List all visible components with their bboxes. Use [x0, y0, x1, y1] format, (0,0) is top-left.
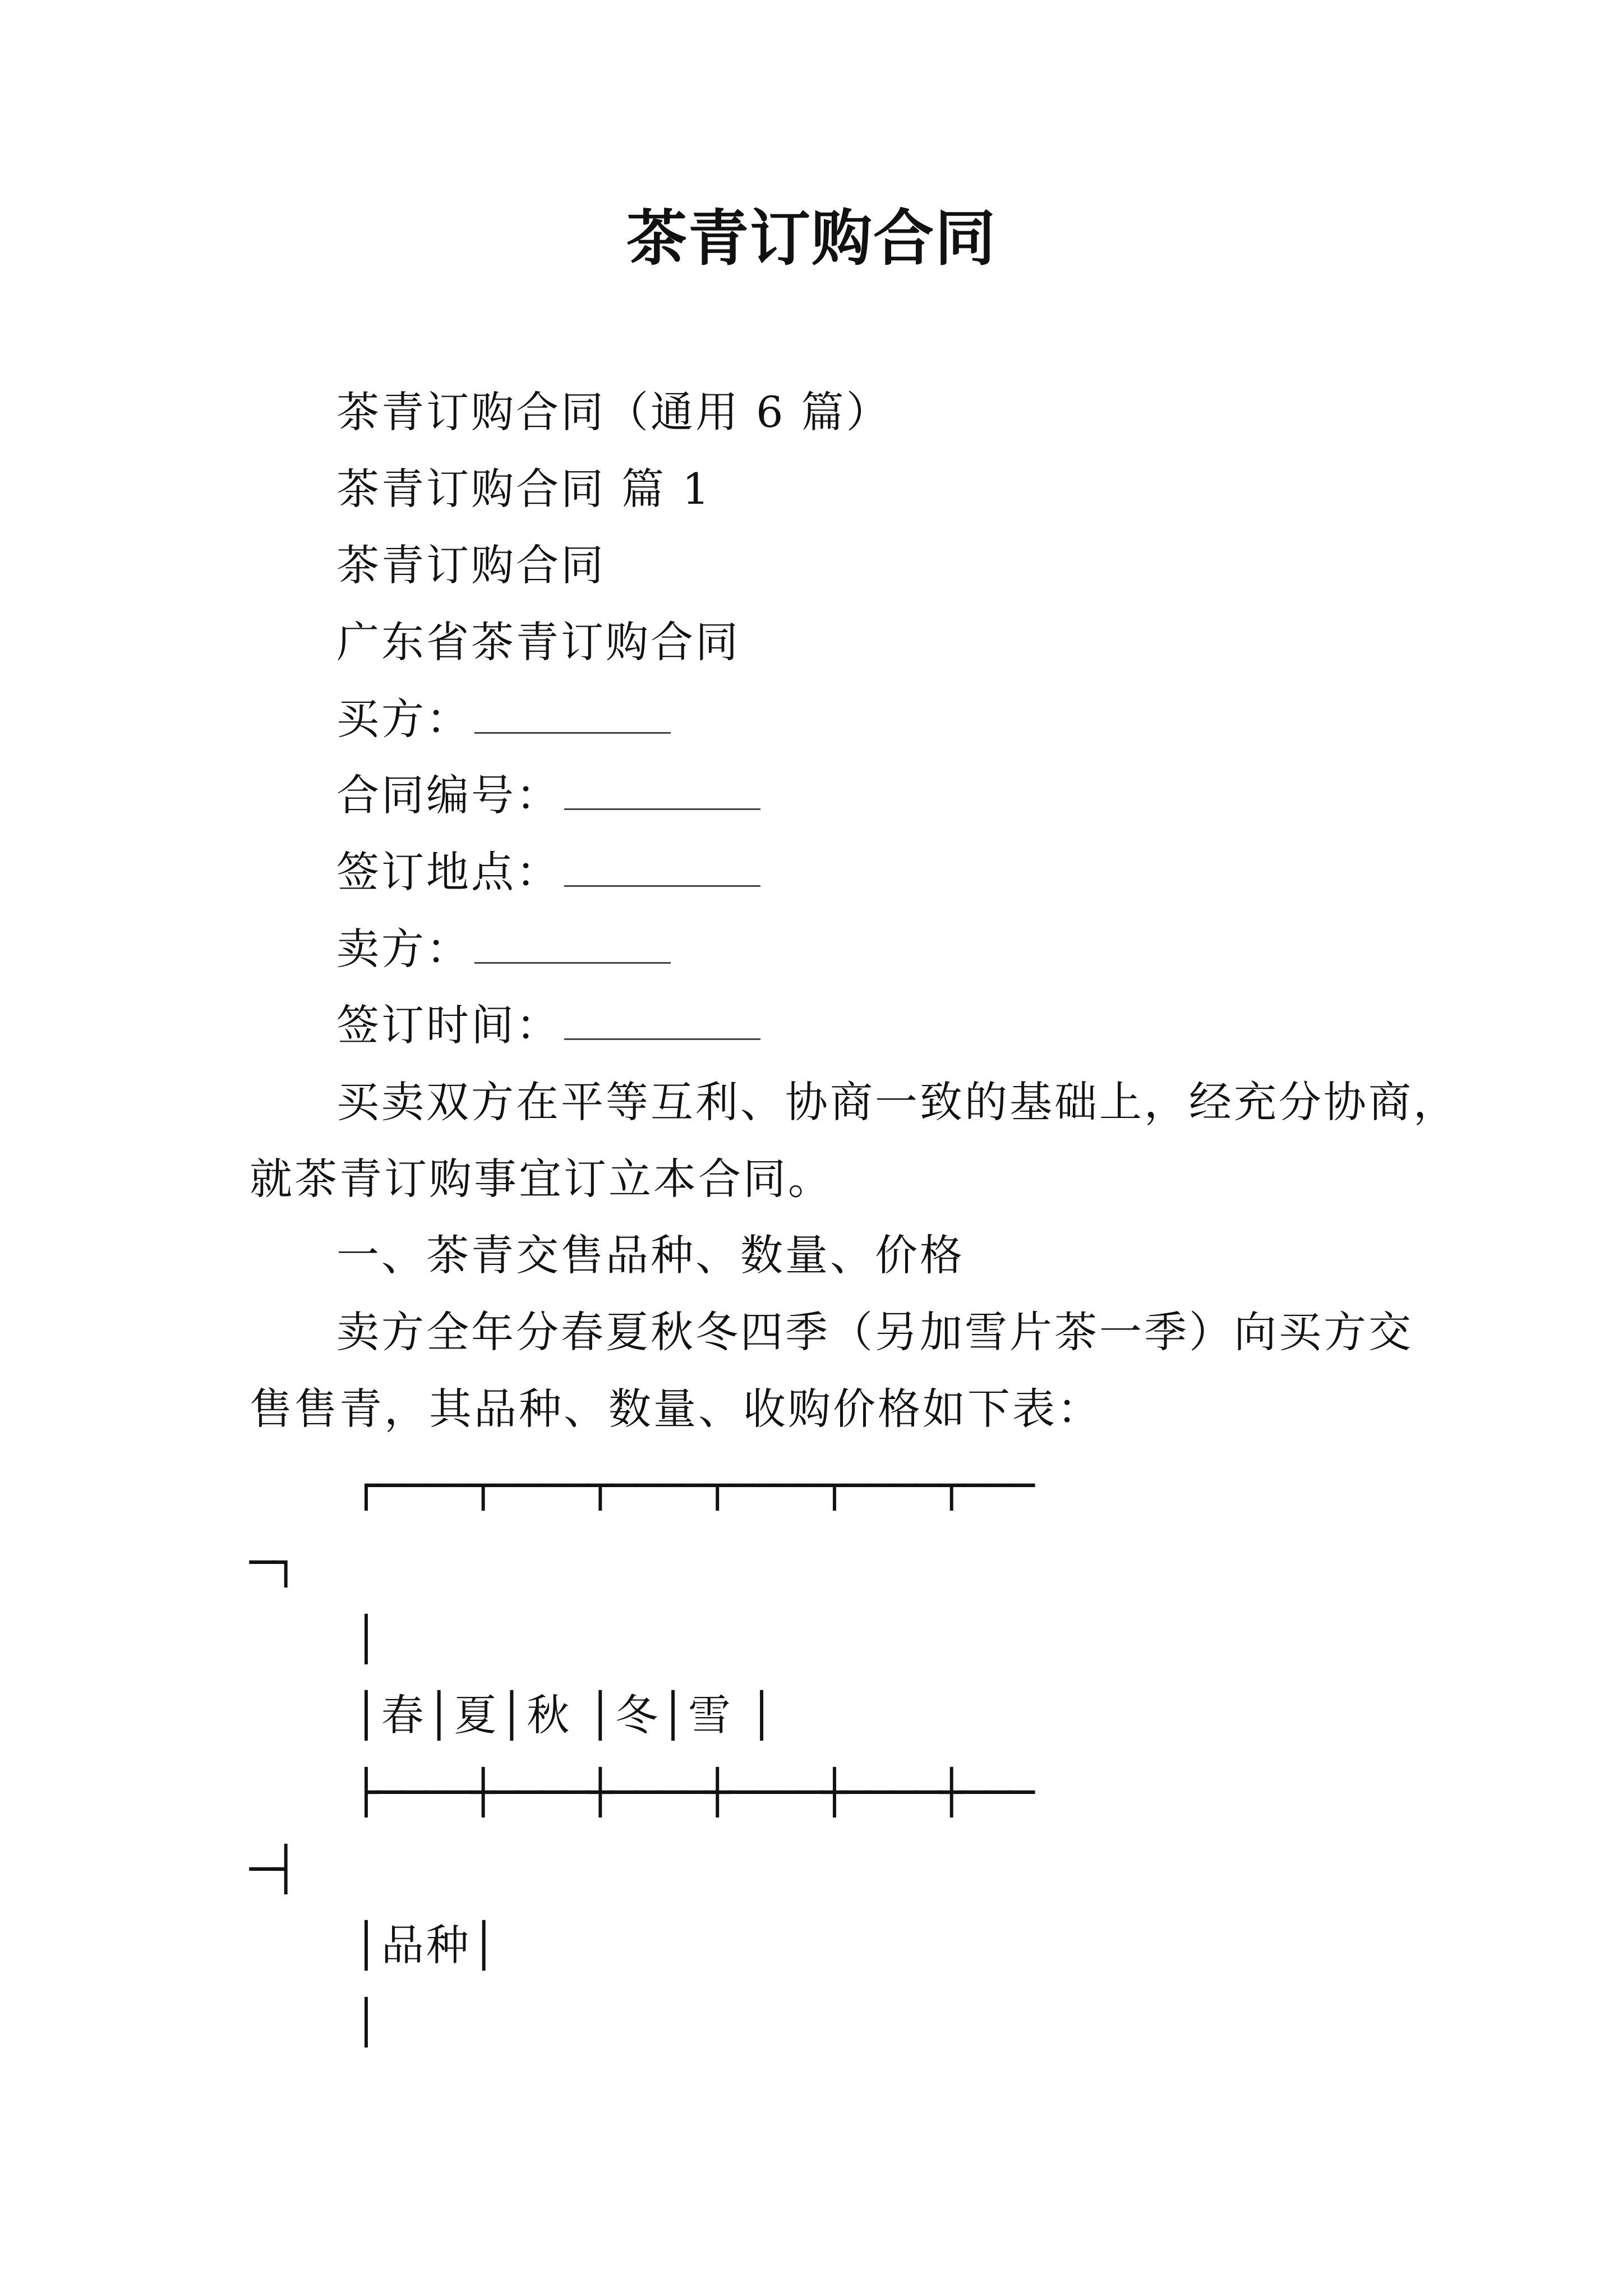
- signing-time-blank: [564, 999, 760, 1040]
- signing-time-label: 签订时间：: [336, 1000, 561, 1050]
- document-title: 茶青订购合同: [626, 203, 997, 274]
- paragraph-1-line-2: 就茶青订购事宜订立本合同。: [250, 1154, 833, 1204]
- signing-place-label: 签订地点：: [336, 847, 561, 897]
- table-top-border: ┌────┬────┬────┬────┬────┬───: [353, 1460, 1032, 1510]
- subtitle-line: 茶青订购合同（通用 6 篇）: [336, 387, 891, 437]
- contract-number-label: 合同编号：: [336, 770, 561, 820]
- table-variety-row: │品种│: [353, 1920, 499, 1970]
- paragraph-2-line-2: 售售青，其品种、数量、收购价格如下表：: [250, 1384, 1102, 1434]
- table-bar-bottom: │: [353, 1997, 377, 2047]
- table-season-row: │春│夏│秋 │冬│雪 │: [353, 1690, 777, 1740]
- seller-field: [336, 921, 671, 977]
- buyer-blank: [474, 693, 671, 734]
- contract-region-name: 广东省茶青订购合同: [336, 617, 740, 667]
- signing-place-blank: [564, 846, 760, 887]
- section-1-heading: 一、茶青交售品种、数量、价格: [336, 1230, 965, 1280]
- paragraph-2-line-1: 卖方全年分春夏秋冬四季（另加雪片茶一季）向买方交: [336, 1307, 1413, 1357]
- contract-number-field: [336, 767, 760, 823]
- contract-name: 茶青订购合同: [336, 540, 606, 590]
- table-bar: │: [353, 1614, 377, 1664]
- seller-blank: [474, 923, 671, 964]
- paragraph-1-line-1: 买卖双方在平等互利、协商一致的基础上，经充分协商，: [336, 1077, 1458, 1127]
- contract-number-blank: [564, 769, 760, 810]
- table-top-border-tail: ─┐: [250, 1537, 297, 1587]
- table-mid-border: ├────┼────┼────┼────┼────┼───: [353, 1767, 1032, 1817]
- table-mid-border-tail: ─┤: [250, 1844, 297, 1894]
- signing-time-field: [336, 997, 760, 1053]
- buyer-field: [336, 691, 671, 747]
- section-heading: 茶青订购合同 篇 1: [336, 464, 712, 514]
- signing-place-field: [336, 844, 760, 900]
- seller-label: 卖方：: [336, 924, 471, 974]
- buyer-label: 买方：: [336, 694, 471, 744]
